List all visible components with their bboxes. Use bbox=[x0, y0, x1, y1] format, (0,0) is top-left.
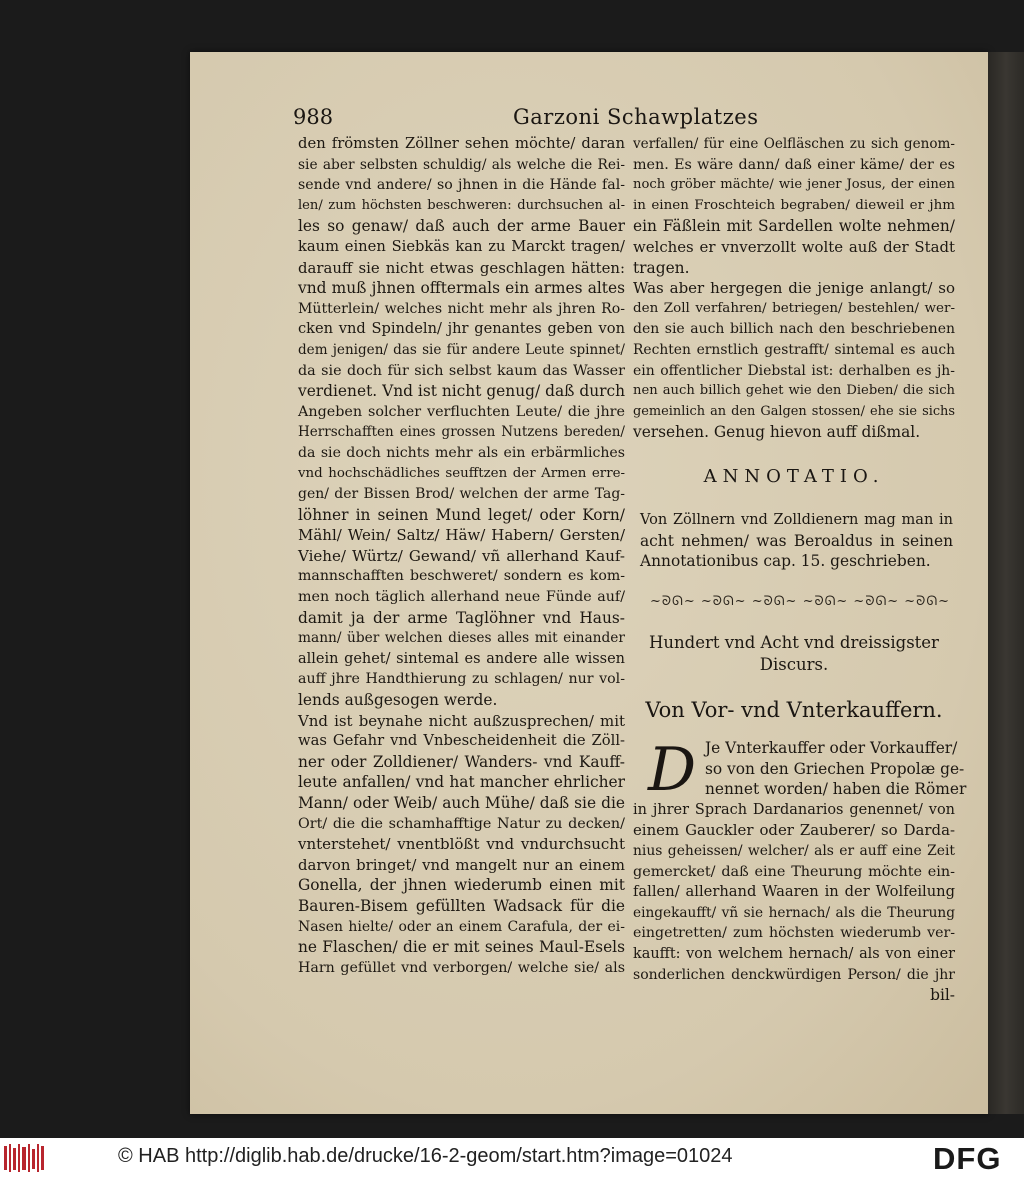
barcode-icon bbox=[4, 1144, 46, 1172]
text-line: was Gefahr vnd Vnbescheidenheit die Zöll- bbox=[298, 732, 625, 750]
text-line: Mütterlein/ welches nicht mehr als jhren Ro- bbox=[298, 300, 625, 317]
text-line: vnd hochschädliches seufftzen der Armen erre- bbox=[298, 465, 625, 481]
text-line: sonderlichen denckwürdigen Person/ die jhr bbox=[633, 966, 955, 983]
text-line: Annotationibus cap. 15. geschrieben. bbox=[640, 552, 931, 571]
page-number: 988 bbox=[293, 105, 334, 129]
text-line: Viehe/ Würtz/ Gewand/ vñ allerhand Kauf- bbox=[298, 546, 625, 565]
text-line: Gonella, der jhnen wiederumb einen mit bbox=[298, 876, 625, 895]
text-line: vnd muß jhnen offtermals ein armes altes bbox=[298, 279, 625, 298]
text-line: fallen/ allerhand Waaren in der Wolfeilung bbox=[633, 883, 955, 901]
text-line: Was aber hergegen die jenige anlangt/ so bbox=[633, 279, 955, 298]
footer-bar bbox=[0, 1138, 1024, 1177]
text-line: leute anfallen/ vnd hat mancher ehrlicher bbox=[298, 773, 625, 792]
text-line: Mähl/ Wein/ Saltz/ Häw/ Habern/ Gersten/ bbox=[298, 526, 625, 545]
text-line: Angeben solcher verfluchten Leute/ die jhre bbox=[298, 403, 625, 420]
text-line: len/ zum höchsten beschweren: durchsuchen al- bbox=[298, 197, 625, 213]
text-line: ne Flaschen/ die er mit seines Maul-Esels bbox=[298, 938, 625, 957]
right-column-bottom bbox=[633, 735, 967, 1006]
text-line: welches er vnverzollt wolte auß der Stadt bbox=[633, 237, 955, 256]
text-line: gen/ der Bissen Brod/ welchen der arme Tag- bbox=[298, 486, 625, 503]
text-line: in jhrer Sprach Dardanarios genennet/ von bbox=[633, 801, 955, 818]
text-line: einem Gauckler oder Zauberer/ so Darda- bbox=[633, 821, 955, 840]
text-line: dem jenigen/ das sie für andere Leute spinnet/ bbox=[298, 341, 625, 358]
book-spine bbox=[988, 52, 1024, 1114]
text-line: allein gehet/ sintemal es andere alle wissen bbox=[298, 650, 625, 667]
discurs-title: Von Vor- vnd Vnterkauffern. bbox=[645, 698, 943, 722]
text-line: nen auch billich gehet wie den Dieben/ die sich bbox=[633, 383, 955, 399]
text-line: ein offentlicher Diebstal ist: derhalben es jh- bbox=[633, 362, 955, 379]
text-line: Je Vnterkauffer oder Vorkauffer/ bbox=[705, 739, 958, 757]
text-line: Harn gefüllet vnd verborgen/ welche sie/ als bbox=[298, 959, 625, 976]
text-line: tragen. bbox=[633, 258, 690, 277]
text-line: acht nehmen/ was Beroaldus in seinen bbox=[640, 531, 953, 550]
annotatio-heading: ANNOTATIO. bbox=[703, 466, 885, 487]
annotatio-text bbox=[640, 510, 953, 572]
text-line: eingekaufft/ vñ sie hernach/ als die Theurung bbox=[633, 904, 955, 921]
text-line: da sie doch für sich selbst kaum das Wasser bbox=[298, 362, 625, 379]
text-line: darvon bringet/ vnd mangelt nur an einem bbox=[298, 855, 625, 874]
text-line: ein Fäßlein mit Sardellen wolte nehmen/ bbox=[633, 217, 955, 236]
text-line: Nasen hielte/ oder an einem Carafula, der ei- bbox=[298, 918, 625, 935]
text-line: kaum einen Siebkäs kan zu Marckt tragen/ bbox=[298, 237, 625, 255]
text-line: gemeinlich an den Galgen stossen/ ehe sie sichs bbox=[633, 403, 955, 419]
text-line: Ort/ die die schamhafftige Natur zu decken/ bbox=[298, 815, 625, 832]
text-line: lends außgesogen werde. bbox=[298, 691, 498, 710]
text-line: nennet worden/ haben die Römer bbox=[705, 780, 967, 799]
text-line: men. Es wäre dann/ daß einer käme/ der es bbox=[633, 156, 955, 173]
dfg-logo: DFG bbox=[933, 1141, 1002, 1176]
text-line: so von den Griechen Propolæ ge- bbox=[705, 759, 965, 778]
text-line: mann/ über welchen dieses alles mit einander bbox=[298, 630, 625, 647]
running-head bbox=[293, 105, 953, 135]
text-line: in einen Froschteich begraben/ dieweil er jhm bbox=[633, 197, 955, 213]
text-line: noch gröber mächte/ wie jener Josus, der einen bbox=[633, 177, 955, 193]
text-line: verfallen/ für eine Oelfläschen zu sich genom- bbox=[633, 136, 955, 152]
text-line: löhner in seinen Mund leget/ oder Korn/ bbox=[298, 505, 625, 524]
text-line: Herrschafften eines grossen Nutzens bereden/ bbox=[298, 424, 625, 441]
text-line: men noch täglich allerhand neue Fünde auf/ bbox=[298, 589, 625, 606]
text-line: vnterstehet/ vnentblößt vnd vndurchsucht bbox=[298, 835, 625, 854]
left-column bbox=[298, 134, 625, 978]
text-line: Von Zöllnern vnd Zolldienern mag man in bbox=[640, 512, 953, 528]
text-line: sie aber selbsten schuldig/ als welche die Rei- bbox=[298, 156, 625, 173]
text-line: Mann/ oder Weib/ auch Mühe/ daß sie die bbox=[298, 794, 625, 812]
text-line: versehen. Genug hievon auff dißmal. bbox=[633, 423, 921, 442]
source-link[interactable]: © HAB http://diglib.hab.de/drucke/16-2-geom/start.htm?image=01024 bbox=[118, 1145, 733, 1167]
text-line: gemercket/ daß eine Theurung möchte ein- bbox=[633, 863, 955, 880]
discurs-heading-line: Discurs. bbox=[759, 655, 829, 674]
text-line: kaufft: von welchem hernach/ als von einer bbox=[633, 945, 955, 962]
ornament-divider: ~ᘐᘏ~ ~ᘐᘏ~ ~ᘐᘏ~ ~ᘐᘏ~ ~ᘐᘏ~ ~ᘐᘏ~ bbox=[649, 594, 951, 609]
text-line: ner oder Zolldiener/ Wanders- vnd Kauff- bbox=[298, 752, 625, 771]
text-line: eingetretten/ zum höchsten wiederumb ver- bbox=[633, 925, 955, 942]
text-line: sende vnd andere/ so jhnen in die Hände fal- bbox=[298, 177, 625, 194]
text-line: da sie doch nichts mehr als ein erbärmliches bbox=[298, 444, 625, 461]
text-line: den frömsten Zöllner sehen möchte/ daran bbox=[298, 135, 625, 152]
decorated-initial: D bbox=[647, 735, 697, 805]
text-line: Vnd ist beynahe nicht außzusprechen/ mit bbox=[298, 711, 625, 730]
text-line: bil- bbox=[930, 986, 955, 1005]
text-line: darauff sie nicht etwas geschlagen hätten: bbox=[298, 258, 625, 277]
text-line: Rechten ernstlich gestrafft/ sintemal es auch bbox=[633, 341, 955, 358]
right-column-top bbox=[633, 134, 955, 443]
text-line: den sie auch billich nach den beschriebenen bbox=[633, 321, 955, 338]
text-line: cken vnd Spindeln/ jhr genantes geben von bbox=[298, 320, 625, 338]
text-line: nius geheissen/ welcher/ als er auff eine Zeit bbox=[633, 842, 955, 859]
text-line: damit ja der arme Taglöhner vnd Haus- bbox=[298, 608, 625, 627]
discurs-heading bbox=[633, 632, 955, 676]
running-title: Garzoni Schawplatzes bbox=[513, 105, 759, 129]
text-line: les so genaw/ daß auch der arme Bauer bbox=[298, 217, 625, 236]
text-line: auff jhre Handthierung zu schlagen/ nur vol- bbox=[298, 671, 625, 688]
text-line: den Zoll verfahren/ betriegen/ bestehlen/ wer- bbox=[633, 300, 955, 316]
text-line: mannschafften beschweret/ sondern es kom- bbox=[298, 568, 625, 585]
text-line: verdienet. Vnd ist nicht genug/ daß durch bbox=[298, 382, 625, 401]
text-line: Bauren-Bisem gefüllten Wadsack für die bbox=[298, 896, 625, 915]
discurs-heading-line: Hundert vnd Acht vnd dreissigster bbox=[649, 633, 939, 652]
